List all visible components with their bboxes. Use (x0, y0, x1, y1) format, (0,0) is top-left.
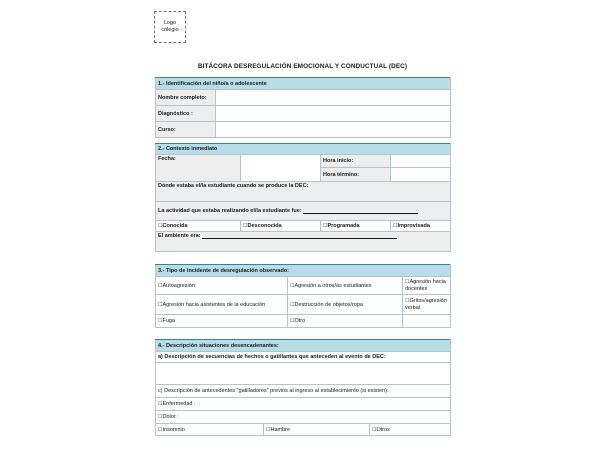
section3-header: 3.- Tipo de incidente de desregulación observado: (156, 265, 451, 277)
section-incident-type (155, 264, 451, 328)
empty-cell (403, 315, 451, 328)
field-input-hora-inicio[interactable] (391, 155, 451, 168)
option-hambre[interactable] (264, 424, 370, 436)
checkbox-icon[interactable]: ☐ (158, 426, 163, 433)
section-identification (155, 77, 451, 138)
option-gritos-agresion-verbal[interactable] (403, 295, 451, 315)
option-label: Insomnio (162, 426, 185, 433)
option-autoagresion[interactable] (156, 277, 288, 295)
option-insomnio[interactable] (156, 424, 264, 436)
section1-header: 1.- Identificación del niño/a o adolescente (156, 78, 451, 90)
checkbox-icon[interactable]: ☐ (158, 301, 163, 308)
option-label: Hambre (270, 426, 291, 433)
option-label: Agresión hacia asistentes de la educación (162, 301, 266, 308)
option-otro[interactable] (288, 315, 403, 328)
school-logo-placeholder (154, 11, 186, 43)
field-ambiente[interactable] (156, 232, 451, 252)
checkbox-icon[interactable]: ☐ (158, 414, 163, 420)
document-title: BITÁCORA DESREGULACIÓN EMOCIONAL Y CONDUCTUAL (DEC) (197, 63, 408, 70)
donde-label: Dónde estaba el/la estudiante cuando se produce la DEC: (158, 183, 309, 189)
field-input-nombre[interactable] (216, 90, 451, 106)
checkbox-icon[interactable]: ☐ (158, 223, 163, 229)
ambiente-label: El ambiente era: (158, 233, 201, 239)
checkbox-icon[interactable]: ☐ (290, 318, 295, 324)
checkbox-icon[interactable]: ☐ (243, 223, 248, 229)
checkbox-icon[interactable]: ☐ (158, 282, 163, 289)
option-label: Otro (294, 318, 306, 324)
option-label: Destrucción de objetos/ropa (294, 301, 363, 308)
section4-header: 4.- Descripción situaciones desencadenantes: (156, 340, 451, 352)
checkbox-icon[interactable]: ☐ (290, 301, 295, 308)
field-label-hora-termino: Hora término: (321, 168, 391, 182)
logo-text-line1: Logo (163, 20, 177, 26)
field-label-diagnostico: Diagnóstico : (156, 106, 216, 122)
section2-header: 2.- Contexto inmediato (156, 144, 451, 155)
option-improvisada[interactable] (391, 221, 451, 232)
option-destruccion-objetos[interactable] (288, 295, 403, 315)
actividad-label: La actividad que estaba realizando el/la estudiante fue: (158, 208, 302, 214)
field-input-fecha[interactable] (241, 155, 321, 182)
checkbox-icon[interactable]: ☐ (405, 298, 410, 304)
option-programada[interactable] (321, 221, 391, 232)
option-label: Fuga (162, 318, 176, 324)
section-triggers (155, 339, 451, 436)
triggers-c-label: c) Descripción de antecedentes "gatilladores" previos al ingreso al establecimiento (si existen): (156, 385, 451, 398)
option-desconocida-label: Desconocida (247, 223, 282, 229)
option-label: Dolor : (162, 414, 179, 420)
checkbox-icon[interactable]: ☐ (372, 426, 377, 433)
field-actividad[interactable] (156, 202, 451, 221)
option-label: Gritos/agresión verbal (405, 298, 447, 311)
field-label-hora-inicio: Hora inicio: (321, 155, 391, 168)
checkbox-icon[interactable]: ☐ (393, 223, 398, 229)
logo-text-line2: colegio (161, 27, 179, 33)
field-label-fecha: Fecha: (156, 155, 241, 182)
option-enfermedad[interactable] (156, 398, 451, 411)
option-conocida-label: Conocida (162, 223, 188, 229)
option-label: Autoagresión (162, 282, 195, 289)
ambiente-blank-line[interactable] (202, 233, 397, 239)
option-label: Otros (376, 426, 390, 433)
option-dolor[interactable] (156, 411, 451, 424)
field-input-hora-termino[interactable] (391, 168, 451, 182)
section-context (155, 143, 451, 252)
field-label-nombre: Nombre completo: (156, 90, 216, 106)
triggers-a-input[interactable] (156, 363, 451, 385)
checkbox-icon[interactable]: ☐ (405, 279, 410, 285)
option-label: Enfermedad : (162, 401, 196, 407)
checkbox-icon[interactable]: ☐ (158, 401, 163, 407)
checkbox-icon[interactable]: ☐ (290, 282, 295, 289)
field-input-diagnostico[interactable] (216, 106, 451, 122)
option-agresion-docentes[interactable] (403, 277, 451, 295)
option-desconocida[interactable] (241, 221, 321, 232)
triggers-a-label: a) Descripción de secuencias de hechos o gatillantes que anteceden al evento de DEC: (156, 352, 451, 363)
option-agresion-asistentes[interactable] (156, 295, 288, 315)
option-fuga[interactable] (156, 315, 288, 328)
field-input-curso[interactable] (216, 122, 451, 138)
option-programada-label: Programada (327, 223, 360, 229)
checkbox-icon[interactable]: ☐ (323, 223, 328, 229)
option-agresion-estudiantes[interactable] (288, 277, 403, 295)
field-donde-estaba[interactable] (156, 182, 451, 202)
field-label-curso: Curso: (156, 122, 216, 138)
option-otros[interactable] (370, 424, 451, 436)
option-label: Agresión a otros/as estudiantes (294, 282, 372, 289)
option-conocida[interactable] (156, 221, 241, 232)
actividad-blank-line[interactable] (303, 208, 418, 214)
checkbox-icon[interactable]: ☐ (266, 426, 271, 433)
option-label: Agresión hacia docentes (405, 279, 446, 292)
checkbox-icon[interactable]: ☐ (158, 318, 163, 324)
option-improvisada-label: Improvisada (397, 223, 430, 229)
